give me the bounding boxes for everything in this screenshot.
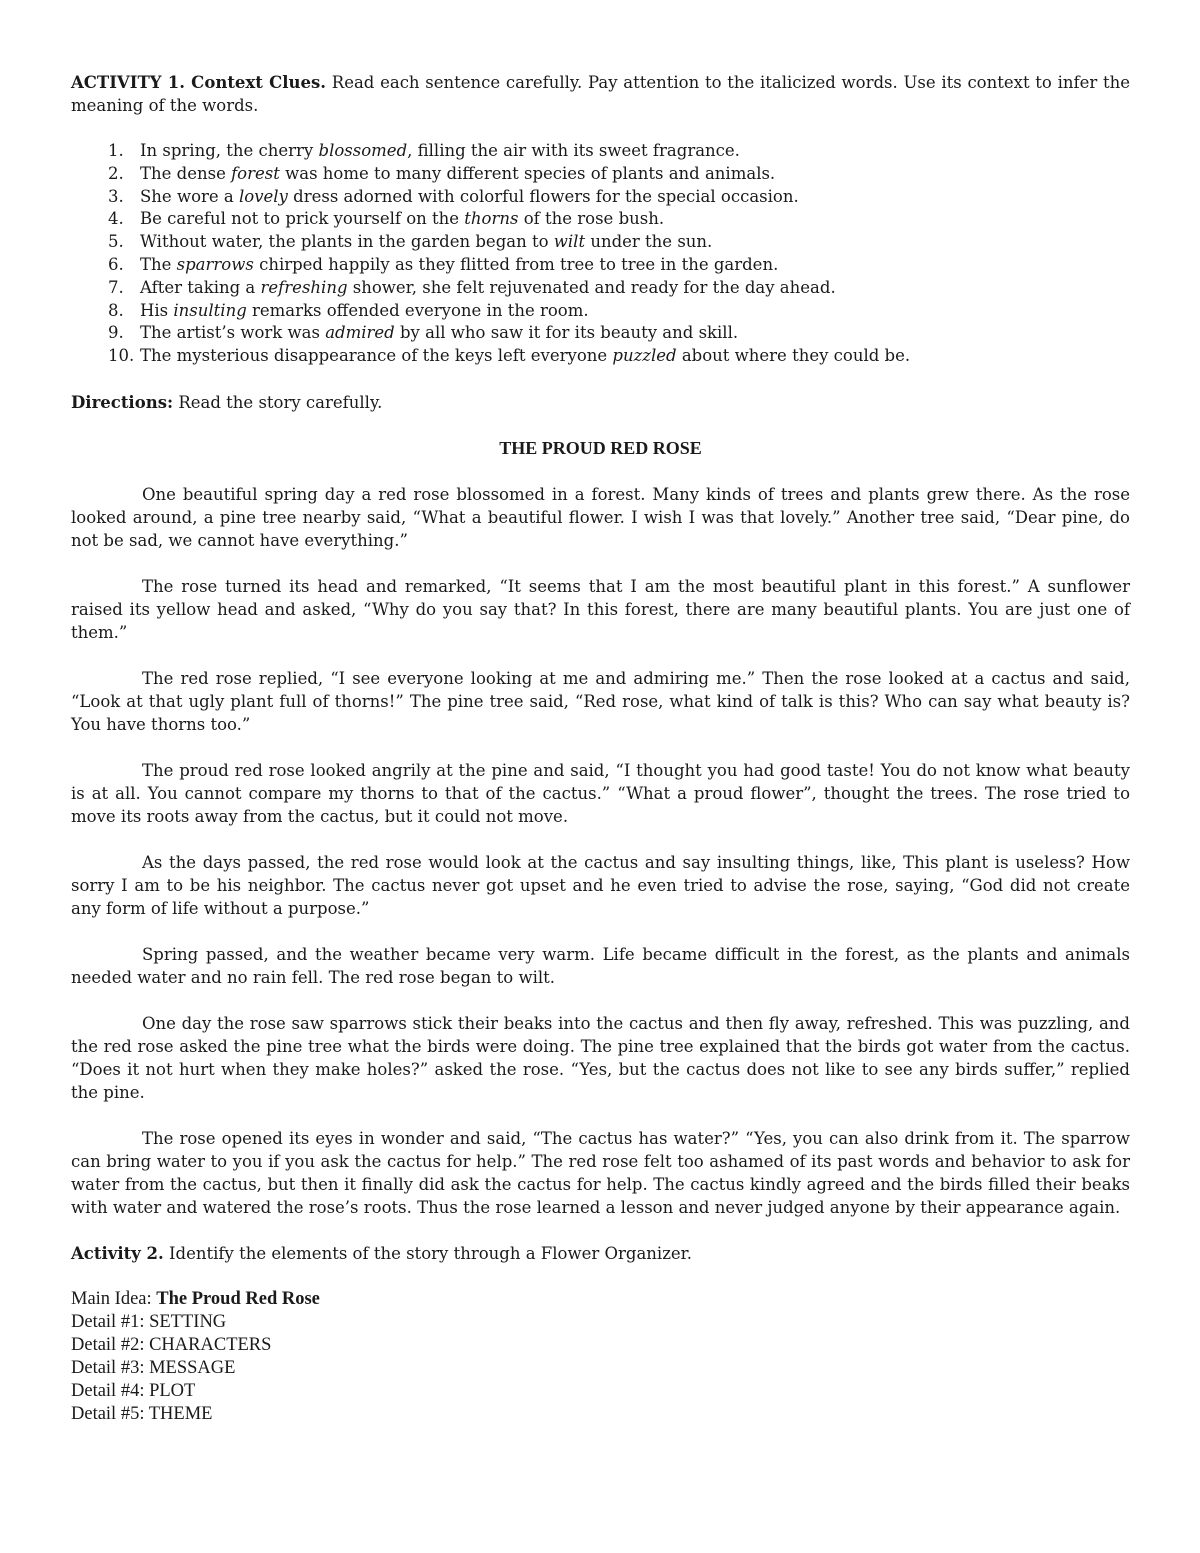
- sentence-number: 10.: [108, 346, 135, 366]
- sentence-item: 6. The sparrows chirped happily as they flitted from tree to tree in the garden.: [71, 254, 1130, 277]
- sentence-number: 4.: [108, 209, 124, 229]
- detail-item: Detail #1: SETTING: [71, 1311, 227, 1332]
- activity1-intro: [71, 71, 1130, 117]
- activity1-heading: ACTIVITY 1. Context Clues.: [71, 73, 327, 92]
- sentence-item: 8. His insulting remarks offended everyone in the room.: [71, 300, 1130, 323]
- italic-word: thorns: [464, 209, 519, 229]
- italic-word: puzzled: [612, 346, 677, 366]
- sentence-item: 2. The dense forest was home to many different species of plants and animals.: [71, 163, 1130, 186]
- sentence-item: 5. Without water, the plants in the garden began to wilt under the sun.: [71, 231, 1130, 254]
- activity2-heading: Activity 2.: [71, 1243, 164, 1263]
- story-paragraph: As the days passed, the red rose would look at the cactus and say insulting things, like, This plant is useless? How sorry I am to be his neighbor. The cactus never got upset and he even tried to advise the rose, saying, “God did not create any form of life without a purpose.”: [71, 852, 1130, 918]
- main-idea: [71, 1288, 1130, 1311]
- italic-word: blossomed: [318, 141, 408, 160]
- detail-item: Detail #5: THEME: [71, 1403, 213, 1424]
- detail-item: Detail #4: PLOT: [71, 1380, 196, 1401]
- story-paragraph: The red rose replied, “I see everyone looking at me and admiring me.” Then the rose looked at a cactus and said, “Look at that ugly plant full of thorns!” The pine tree said, “Red rose, what kind of talk is this? Who can say what beauty is? You have thorns too.”: [71, 668, 1130, 734]
- activity2-instructions: Identify the elements of the story through a Flower Organizer.: [169, 1243, 692, 1263]
- main-idea-value: The Proud Red Rose: [156, 1288, 320, 1309]
- sentence-number: 8.: [108, 300, 124, 320]
- story-paragraph: Spring passed, and the weather became very warm. Life became difficult in the forest, as the plants and animals needed water and no rain fell. The red rose began to wilt.: [71, 944, 1130, 987]
- sentence-number: 1.: [108, 141, 124, 160]
- main-idea-label: Main Idea:: [71, 1288, 157, 1309]
- italic-word: admired: [325, 323, 395, 343]
- directions: [71, 391, 1130, 414]
- directions-text: Read the story carefully.: [178, 392, 383, 412]
- italic-word: sparrows: [176, 254, 254, 274]
- activity1-instructions: Read each sentence carefully. Pay attention to the italicized words. Use its context to infer the meaning of the words.: [71, 73, 1130, 115]
- sentence-number: 3.: [108, 186, 124, 206]
- detail-item: Detail #3: MESSAGE: [71, 1357, 236, 1378]
- sentence-item: 4. Be careful not to prick yourself on the thorns of the rose bush.: [71, 208, 1130, 231]
- story-paragraph: The proud red rose looked angrily at the pine and said, “I thought you had good taste! You do not know what beauty is at all. You cannot compare my thorns to that of the cactus.” “What a proud flower”, thought the trees. The rose tried to move its roots away from the cactus, but it could not move.: [71, 760, 1130, 826]
- flower-organizer-list: [71, 1288, 1130, 1426]
- story-paragraph: The rose opened its eyes in wonder and said, “The cactus has water?” “Yes, you can also drink from it. The sparrow can bring water to you if you ask the cactus for help.” The red rose felt too ashamed of its past words and behavior to ask for water from the cactus, but then it finally did ask the cactus for help. The cactus kindly agreed and the birds filled their beaks with water and watered the rose’s roots. Thus the rose learned a lesson and never judged anyone by their appearance again.: [71, 1128, 1130, 1217]
- italic-word: insulting: [173, 300, 247, 320]
- sentence-item: 9. The artist’s work was admired by all who saw it for its beauty and skill.: [71, 322, 1130, 345]
- story-paragraph: The rose turned its head and remarked, “It seems that I am the most beautiful plant in this forest.” A sunflower raised its yellow head and asked, “Why do you say that? In this forest, there are many beautiful plants. You are just one of them.”: [71, 576, 1130, 642]
- italic-word: wilt: [553, 232, 586, 252]
- sentence-number: 5.: [108, 232, 124, 252]
- story-paragraph: One beautiful spring day a red rose blossomed in a forest. Many kinds of trees and plants grew there. As the rose looked around, a pine tree nearby said, “What a beautiful flower. I wish I was that lovely.” Another tree said, “Dear pine, do not be sad, we cannot have everything.”: [71, 484, 1130, 550]
- sentence-number: 6.: [108, 254, 124, 274]
- sentence-item: 10. The mysterious disappearance of the keys left everyone puzzled about where they could be.: [71, 345, 1130, 368]
- sentence-item: 3. She wore a lovely dress adorned with colorful flowers for the special occasion.: [71, 186, 1130, 209]
- sentence-item: 1. In spring, the cherry blossomed, filling the air with its sweet fragrance.: [71, 140, 1130, 163]
- sentence-item: 7. After taking a refreshing shower, she felt rejuvenated and ready for the day ahead.: [71, 277, 1130, 300]
- detail-item: Detail #2: CHARACTERS: [71, 1334, 272, 1355]
- activity2-intro: [71, 1242, 1130, 1265]
- sentence-number: 2.: [108, 163, 124, 183]
- story-title: THE PROUD RED ROSE: [499, 437, 702, 458]
- sentence-number: 7.: [108, 277, 124, 297]
- italic-word: refreshing: [260, 277, 348, 297]
- directions-label: Directions:: [71, 392, 174, 412]
- story-paragraph: One day the rose saw sparrows stick their beaks into the cactus and then fly away, refreshed. This was puzzling, and the red rose asked the pine tree what the birds were doing. The pine tree explained that the birds got water from the cactus. “Does it not hurt when they make holes?” asked the rose. “Yes, but the cactus does not like to see any birds suffer,” replied the pine.: [71, 1013, 1130, 1102]
- italic-word: forest: [231, 163, 280, 183]
- italic-word: lovely: [238, 186, 288, 206]
- context-clue-sentences: [71, 140, 1130, 368]
- sentence-number: 9.: [108, 323, 124, 343]
